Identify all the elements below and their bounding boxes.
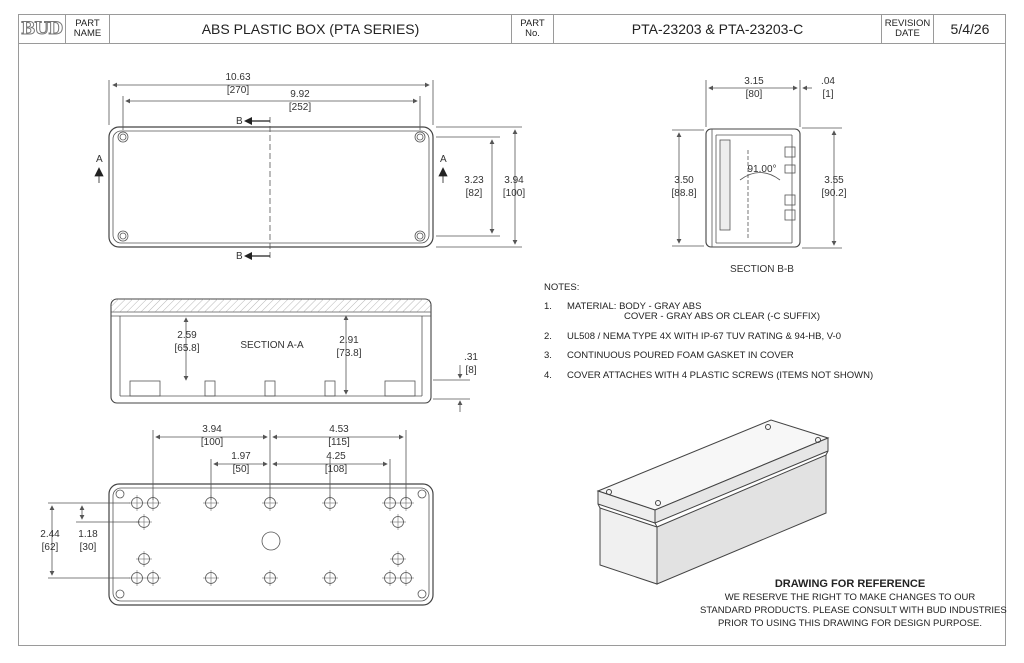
dim-depth-inner: 2.59 (177, 330, 197, 341)
dim-depth-inner-mm: [65.8] (174, 343, 200, 354)
dim-d6: 1.18 (78, 529, 98, 540)
hole-crosshair (262, 570, 278, 586)
dim-d5-mm: [62] (41, 542, 59, 553)
note-number: 2. (544, 331, 552, 342)
reference-line-2: STANDARD PRODUCTS. PLEASE CONSULT WITH BUD INDUSTRIES (700, 605, 1007, 616)
dim-hole-spacing: 9.92 (290, 89, 310, 100)
hole-crosshair (322, 570, 338, 586)
section-a-a-label: SECTION A-A (240, 340, 304, 351)
dim-d3: 4.53 (329, 424, 349, 435)
dim-overall-width: 3.94 (504, 175, 524, 186)
dim-d3-mm: [115] (328, 437, 350, 448)
hole-crosshair (145, 495, 161, 511)
dim-inner-height-mm: [82] (465, 188, 483, 199)
dim-bb-width: 3.15 (744, 76, 764, 87)
hole-crosshair (136, 551, 152, 567)
hole-crosshair (129, 570, 145, 586)
part-name-label: PART NAME (66, 14, 110, 44)
part-number: PTA-23203 & PTA-23203-C (554, 14, 882, 44)
hole-crosshair (398, 570, 414, 586)
dim-d2-mm: [50] (232, 464, 250, 475)
dim-bb-height-right-mm: [90.2] (821, 188, 847, 199)
dim-cover-mm: [8] (465, 365, 477, 376)
section-b-bottom-label: B (236, 251, 243, 262)
mounting-bosses (116, 490, 426, 598)
dim-bb-height-left: 3.50 (674, 175, 694, 186)
reference-line-3: PRIOR TO USING THIS DRAWING FOR DESIGN PURPOSE. (717, 618, 983, 629)
isometric-box (598, 420, 828, 584)
dim-d6-mm: [30] (79, 542, 97, 553)
note-text: MATERIAL: BODY - GRAY ABS (567, 301, 702, 312)
note-number: 1. (544, 301, 552, 312)
reference-title: DRAWING FOR REFERENCE (774, 578, 926, 590)
dim-d4-mm: [108] (324, 464, 348, 475)
hole-crosshair (382, 570, 398, 586)
notes-heading: NOTES: (544, 282, 580, 293)
dim-cover: .31 (464, 352, 478, 363)
revision-date: 5/4/26 (934, 14, 1006, 44)
hole-crosshair (129, 495, 145, 511)
dim-bb-height-right: 3.55 (824, 175, 844, 186)
hole-crosshair (390, 551, 406, 567)
bottom-holes (129, 495, 414, 586)
section-b-top-label: B (236, 116, 243, 127)
dim-bb-angle: 91.00° (747, 164, 777, 175)
hole-crosshair (262, 495, 278, 511)
hole-crosshair (398, 495, 414, 511)
hole-crosshair (145, 570, 161, 586)
dim-d4: 4.25 (326, 451, 346, 462)
dim-overall-length: 10.63 (225, 72, 251, 83)
dim-bb-width-mm: [80] (745, 89, 763, 100)
dim-depth: 2.91 (339, 335, 359, 346)
note-text: COVER ATTACHES WITH 4 PLASTIC SCREWS (ITEMS NOT SHOWN) (567, 370, 874, 381)
hole-crosshair (203, 495, 219, 511)
note-number: 3. (544, 350, 552, 361)
note-text: UL508 / NEMA TYPE 4X WITH IP-67 TUV RATING & 94-HB, V-0 (567, 331, 842, 342)
corner-screws (118, 132, 425, 241)
revision-label: REVISION DATE (882, 14, 934, 44)
note-number: 4. (544, 370, 552, 381)
dim-overall-length-mm: [270] (226, 85, 250, 96)
dim-d1: 3.94 (202, 424, 222, 435)
part-no-label: PART No. (512, 14, 554, 44)
dim-bb-lip: .04 (821, 76, 835, 87)
dim-bb-lip-mm: [1] (822, 89, 834, 100)
hole-crosshair (136, 514, 152, 530)
note-text: CONTINUOUS POURED FOAM GASKET IN COVER (567, 350, 794, 361)
dim-inner-height: 3.23 (464, 175, 484, 186)
dim-d2: 1.97 (231, 451, 251, 462)
dim-d1-mm: [100] (200, 437, 224, 448)
hole-crosshair (382, 495, 398, 511)
hole-crosshair (390, 514, 406, 530)
dim-overall-width-mm: [100] (502, 188, 526, 199)
part-name: ABS PLASTIC BOX (PTA SERIES) (110, 14, 512, 44)
reference-line-1: WE RESERVE THE RIGHT TO MAKE CHANGES TO OUR (724, 592, 976, 603)
note-text-continued: COVER - GRAY ABS OR CLEAR (-C SUFFIX) (624, 311, 821, 322)
section-a-left-label: A (96, 154, 103, 165)
dim-hole-spacing-mm: [252] (288, 102, 312, 113)
dim-bb-height-left-mm: [88.8] (671, 188, 697, 199)
dim-depth-mm: [73.8] (336, 348, 362, 359)
bud-logo: BUD (21, 18, 62, 39)
section-a-right-label: A (440, 154, 447, 165)
hole-crosshair (322, 495, 338, 511)
section-a-a-view (111, 299, 470, 412)
section-b-b-label: SECTION B-B (730, 264, 794, 275)
hole-crosshair (203, 570, 219, 586)
dim-d5: 2.44 (40, 529, 60, 540)
